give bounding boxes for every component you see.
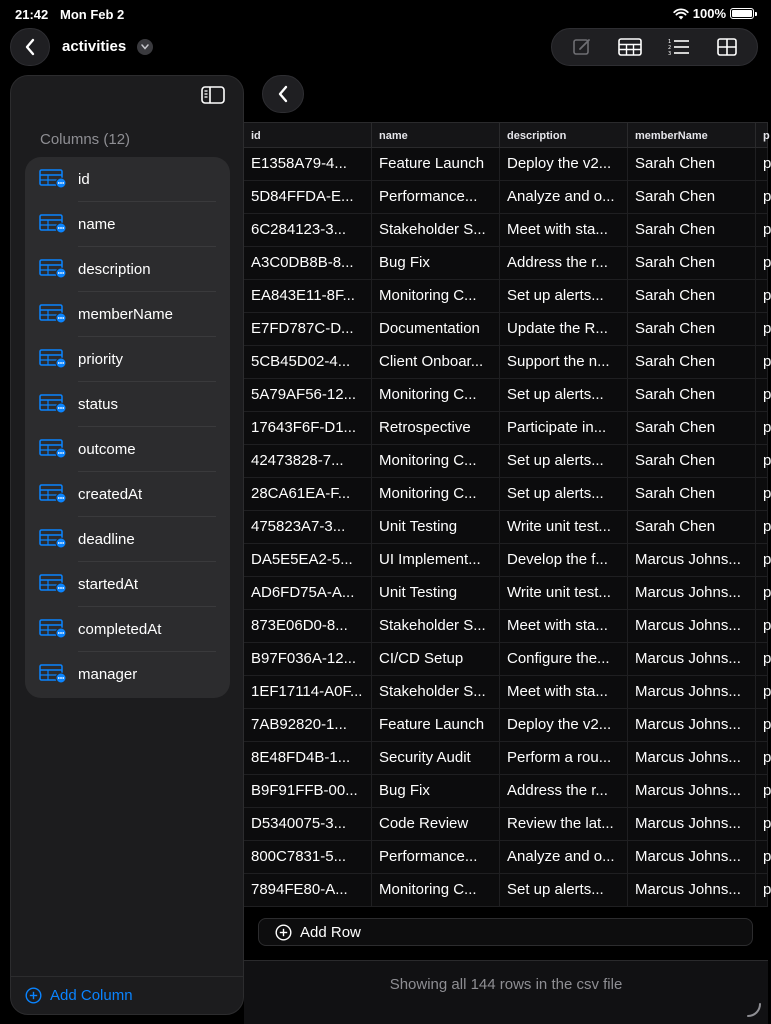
battery-percent: 100%: [692, 6, 726, 21]
table-row[interactable]: [244, 874, 771, 907]
table-cell-name[interactable]: Documentation: [372, 313, 500, 345]
column-item-description[interactable]: [25, 247, 230, 292]
column-header-partial[interactable]: p: [756, 123, 768, 147]
table-row[interactable]: [244, 610, 771, 643]
column-item-label: memberName: [78, 306, 174, 323]
table-cell-memberName[interactable]: Sarah Chen: [628, 148, 756, 180]
table-cell-id[interactable]: E1358A79-4...: [244, 148, 372, 180]
table-row[interactable]: [244, 247, 771, 280]
column-item-label: startedAt: [78, 576, 139, 593]
table-cell-partial[interactable]: p: [756, 808, 768, 840]
table-cell-partial[interactable]: p: [756, 874, 768, 906]
table-row[interactable]: [244, 841, 771, 874]
battery-icon: [730, 8, 754, 19]
table-cell-id[interactable]: 1EF17114-A0F...: [244, 676, 372, 708]
table-cell-description[interactable]: Write unit test...: [500, 511, 628, 543]
table-cell-partial[interactable]: p: [756, 577, 768, 609]
table-row[interactable]: [244, 148, 771, 181]
table-cell-partial[interactable]: p: [756, 478, 768, 510]
table-cell-memberName[interactable]: Marcus Johns...: [628, 775, 756, 807]
add-row-label: Add Row: [300, 923, 361, 941]
column-header-name[interactable]: name: [372, 123, 500, 147]
table-cell-id[interactable]: 6C284123-3...: [244, 214, 372, 246]
table-row[interactable]: [244, 676, 771, 709]
table-header-row: [244, 122, 768, 148]
table-cell-memberName[interactable]: Sarah Chen: [628, 478, 756, 510]
table-cell-id[interactable]: 5A79AF56-12...: [244, 379, 372, 411]
column-item-priority[interactable]: [25, 337, 230, 382]
edit-icon: [572, 37, 592, 57]
table-cell-name[interactable]: Bug Fix: [372, 775, 500, 807]
table-row[interactable]: [244, 181, 771, 214]
table-column-icon: [39, 439, 67, 459]
table-cell-description[interactable]: Set up alerts...: [500, 445, 628, 477]
table-cell-partial[interactable]: p: [756, 676, 768, 708]
status-time: 21:42: [15, 7, 49, 22]
table-cell-memberName[interactable]: Sarah Chen: [628, 247, 756, 279]
table-row[interactable]: [244, 742, 771, 775]
column-item-completedAt[interactable]: [25, 607, 230, 652]
wifi-icon: [673, 8, 689, 20]
column-item-label: name: [78, 216, 116, 233]
table-cell-memberName[interactable]: Sarah Chen: [628, 181, 756, 213]
table-cell-name[interactable]: Performance...: [372, 841, 500, 873]
column-item-createdAt[interactable]: [25, 472, 230, 517]
column-header-id[interactable]: id: [244, 123, 372, 147]
table-column-icon: [39, 484, 67, 504]
svg-text:1: 1: [667, 39, 671, 45]
table-cell-name[interactable]: Security Audit: [372, 742, 500, 774]
table-cell-id[interactable]: 17643F6F-D1...: [244, 412, 372, 444]
table-cell-name[interactable]: Client Onboar...: [372, 346, 500, 378]
table-cell-name[interactable]: Stakeholder S...: [372, 676, 500, 708]
table-cell-partial[interactable]: p: [756, 544, 768, 576]
column-item-startedAt[interactable]: [25, 562, 230, 607]
table-cell-partial[interactable]: p: [756, 247, 768, 279]
table-cell-name[interactable]: Stakeholder S...: [372, 610, 500, 642]
table-cell-partial[interactable]: p: [756, 511, 768, 543]
table-cell-description[interactable]: Address the r...: [500, 775, 628, 807]
table-footer: [244, 961, 768, 1024]
column-header-description[interactable]: description: [500, 123, 628, 147]
table-column-icon: [39, 394, 67, 414]
table-cell-description[interactable]: Participate in...: [500, 412, 628, 444]
column-item-label: createdAt: [78, 486, 143, 503]
table-back-button[interactable]: [262, 75, 304, 113]
table-cell-description[interactable]: Configure the...: [500, 643, 628, 675]
table-row[interactable]: [244, 643, 771, 676]
status-date: Mon Feb 2: [60, 7, 125, 22]
table-cell-memberName[interactable]: Marcus Johns...: [628, 643, 756, 675]
table-row[interactable]: [244, 544, 771, 577]
table-row[interactable]: [244, 478, 771, 511]
table-column-icon: [39, 169, 67, 189]
table-cell-partial[interactable]: p: [756, 379, 768, 411]
table-column-icon: [39, 214, 67, 234]
column-item-memberName[interactable]: [25, 292, 230, 337]
sidebar-toggle-button[interactable]: [199, 84, 227, 106]
table-row[interactable]: [244, 709, 771, 742]
table-cell-id[interactable]: 7894FE80-A...: [244, 874, 372, 906]
column-item-deadline[interactable]: [25, 517, 230, 562]
table-cell-name[interactable]: Feature Launch: [372, 148, 500, 180]
view-toolbar: [551, 28, 758, 66]
table-row[interactable]: [244, 346, 771, 379]
table-cell-id[interactable]: E7FD787C-D...: [244, 313, 372, 345]
column-item-name[interactable]: [25, 202, 230, 247]
column-item-manager[interactable]: [25, 652, 230, 697]
table-cell-name[interactable]: Code Review: [372, 808, 500, 840]
table-cell-description[interactable]: Meet with sta...: [500, 676, 628, 708]
list-icon: [668, 38, 690, 56]
column-header-memberName[interactable]: memberName: [628, 123, 756, 147]
columns-list: [25, 157, 230, 698]
table-cell-id[interactable]: 28CA61EA-F...: [244, 478, 372, 510]
table-cell-description[interactable]: Update the R...: [500, 313, 628, 345]
table-cell-id[interactable]: 873E06D0-8...: [244, 610, 372, 642]
table-column-icon: [39, 529, 67, 549]
column-item-label: outcome: [78, 441, 136, 458]
table-cell-memberName[interactable]: Sarah Chen: [628, 280, 756, 312]
table-cell-memberName[interactable]: Marcus Johns...: [628, 544, 756, 576]
table-cell-name[interactable]: Retrospective: [372, 412, 500, 444]
table-cell-partial[interactable]: p: [756, 412, 768, 444]
table-cell-partial[interactable]: p: [756, 313, 768, 345]
table-cell-name[interactable]: Monitoring C...: [372, 379, 500, 411]
table-column-icon: [39, 619, 67, 639]
columns-sidebar: [10, 75, 244, 1015]
column-item-label: id: [78, 171, 90, 188]
svg-text:2: 2: [667, 45, 671, 51]
status-bar: [0, 0, 768, 28]
column-item-label: deadline: [78, 531, 135, 548]
table-cell-name[interactable]: Stakeholder S...: [372, 214, 500, 246]
table-cell-description[interactable]: Address the r...: [500, 247, 628, 279]
table-view-button[interactable]: [612, 32, 648, 62]
table-cell-partial[interactable]: p: [756, 148, 768, 180]
row-count-text: Showing all 144 rows in the csv file: [389, 976, 623, 993]
table-icon: [618, 38, 642, 56]
grid-icon: [717, 38, 737, 56]
table-row[interactable]: [244, 808, 771, 841]
table-row[interactable]: [244, 280, 771, 313]
table-row[interactable]: [244, 445, 771, 478]
table-cell-partial[interactable]: p: [756, 742, 768, 774]
table-cell-id[interactable]: 800C7831-5...: [244, 841, 372, 873]
table-cell-description[interactable]: Meet with sta...: [500, 610, 628, 642]
table-cell-memberName[interactable]: Marcus Johns...: [628, 577, 756, 609]
table-cell-description[interactable]: Deploy the v2...: [500, 709, 628, 741]
table-column-icon: [39, 259, 67, 279]
table-cell-name[interactable]: Unit Testing: [372, 511, 500, 543]
svg-text:3: 3: [667, 51, 671, 57]
table-cell-id[interactable]: 475823A7-3...: [244, 511, 372, 543]
column-item-label: priority: [78, 351, 124, 368]
table-cell-id[interactable]: EA843E11-8F...: [244, 280, 372, 312]
table-cell-memberName[interactable]: Sarah Chen: [628, 214, 756, 246]
column-item-status[interactable]: [25, 382, 230, 427]
table-cell-memberName[interactable]: Marcus Johns...: [628, 874, 756, 906]
table-cell-name[interactable]: Feature Launch: [372, 709, 500, 741]
table-cell-name[interactable]: Bug Fix: [372, 247, 500, 279]
table-cell-partial[interactable]: p: [756, 643, 768, 675]
table-cell-id[interactable]: 5D84FFDA-E...: [244, 181, 372, 213]
table-cell-memberName[interactable]: Sarah Chen: [628, 412, 756, 444]
table-cell-description[interactable]: Analyze and o...: [500, 181, 628, 213]
table-cell-partial[interactable]: p: [756, 610, 768, 642]
table-column-icon: [39, 574, 67, 594]
table-cell-memberName[interactable]: Sarah Chen: [628, 313, 756, 345]
table-row[interactable]: [244, 577, 771, 610]
edit-button[interactable]: [564, 32, 600, 62]
chevron-left-icon: [24, 38, 36, 56]
table-cell-memberName[interactable]: Marcus Johns...: [628, 676, 756, 708]
table-row[interactable]: [244, 511, 771, 544]
table-cell-memberName[interactable]: Marcus Johns...: [628, 808, 756, 840]
plus-circle-icon: [275, 924, 292, 941]
plus-circle-icon: [25, 987, 42, 1004]
table-cell-name[interactable]: Monitoring C...: [372, 280, 500, 312]
table-body: [244, 148, 771, 907]
data-table: [244, 122, 771, 907]
table-cell-description[interactable]: Set up alerts...: [500, 280, 628, 312]
table-cell-description[interactable]: Deploy the v2...: [500, 148, 628, 180]
table-row[interactable]: [244, 379, 771, 412]
table-cell-description[interactable]: Set up alerts...: [500, 379, 628, 411]
columns-header: Columns (12): [40, 131, 131, 148]
column-item-label: status: [78, 396, 119, 413]
table-cell-name[interactable]: Performance...: [372, 181, 500, 213]
column-item-label: completedAt: [78, 621, 162, 638]
table-cell-partial[interactable]: p: [756, 709, 768, 741]
table-cell-description[interactable]: Review the lat...: [500, 808, 628, 840]
table-cell-memberName[interactable]: Sarah Chen: [628, 445, 756, 477]
table-cell-partial[interactable]: p: [756, 280, 768, 312]
table-cell-description[interactable]: Develop the f...: [500, 544, 628, 576]
table-cell-name[interactable]: Monitoring C...: [372, 478, 500, 510]
table-cell-description[interactable]: Meet with sta...: [500, 214, 628, 246]
table-cell-memberName[interactable]: Marcus Johns...: [628, 742, 756, 774]
table-cell-partial[interactable]: p: [756, 445, 768, 477]
table-column-icon: [39, 349, 67, 369]
status-indicators: [673, 6, 754, 21]
table-cell-id[interactable]: D5340075-3...: [244, 808, 372, 840]
table-cell-memberName[interactable]: Sarah Chen: [628, 379, 756, 411]
column-item-outcome[interactable]: [25, 427, 230, 472]
table-cell-memberName[interactable]: Marcus Johns...: [628, 841, 756, 873]
table-cell-memberName[interactable]: Sarah Chen: [628, 346, 756, 378]
chevron-down-icon: [141, 44, 149, 50]
table-cell-id[interactable]: A3C0DB8B-8...: [244, 247, 372, 279]
sidebar-icon: [201, 86, 225, 104]
table-cell-description[interactable]: Support the n...: [500, 346, 628, 378]
table-cell-description[interactable]: Analyze and o...: [500, 841, 628, 873]
add-row-button[interactable]: [258, 918, 753, 946]
table-cell-partial[interactable]: p: [756, 181, 768, 213]
table-cell-description[interactable]: Set up alerts...: [500, 478, 628, 510]
table-cell-description[interactable]: Write unit test...: [500, 577, 628, 609]
table-cell-name[interactable]: Unit Testing: [372, 577, 500, 609]
page-title[interactable]: activities: [62, 38, 127, 55]
table-cell-memberName[interactable]: Marcus Johns...: [628, 610, 756, 642]
table-cell-id[interactable]: B9F91FFB-00...: [244, 775, 372, 807]
resize-handle-icon[interactable]: [746, 1002, 762, 1018]
table-cell-id[interactable]: DA5E5EA2-5...: [244, 544, 372, 576]
table-cell-name[interactable]: CI/CD Setup: [372, 643, 500, 675]
table-cell-name[interactable]: UI Implement...: [372, 544, 500, 576]
table-column-icon: [39, 304, 67, 324]
table-row[interactable]: [244, 775, 771, 808]
add-column-label: Add Column: [50, 987, 133, 1004]
table-cell-id[interactable]: B97F036A-12...: [244, 643, 372, 675]
back-button[interactable]: [10, 28, 50, 66]
table-cell-name[interactable]: Monitoring C...: [372, 874, 500, 906]
table-cell-description[interactable]: Set up alerts...: [500, 874, 628, 906]
table-cell-name[interactable]: Monitoring C...: [372, 445, 500, 477]
table-row[interactable]: [244, 313, 771, 346]
table-cell-id[interactable]: 8E48FD4B-1...: [244, 742, 372, 774]
table-cell-id[interactable]: AD6FD75A-A...: [244, 577, 372, 609]
list-view-button[interactable]: [661, 32, 697, 62]
title-menu-button[interactable]: [137, 39, 153, 55]
table-cell-memberName[interactable]: Sarah Chen: [628, 511, 756, 543]
add-column-button[interactable]: [11, 976, 245, 1014]
table-cell-partial[interactable]: p: [756, 841, 768, 873]
table-cell-id[interactable]: 7AB92820-1...: [244, 709, 372, 741]
table-cell-description[interactable]: Perform a rou...: [500, 742, 628, 774]
table-column-icon: [39, 664, 67, 684]
grid-view-button[interactable]: [709, 32, 745, 62]
chevron-left-icon: [277, 85, 289, 103]
table-cell-id[interactable]: 42473828-7...: [244, 445, 372, 477]
table-cell-memberName[interactable]: Marcus Johns...: [628, 709, 756, 741]
table-row[interactable]: [244, 214, 771, 247]
column-item-label: description: [78, 261, 151, 278]
table-cell-partial[interactable]: p: [756, 214, 768, 246]
table-cell-id[interactable]: 5CB45D02-4...: [244, 346, 372, 378]
table-cell-partial[interactable]: p: [756, 775, 768, 807]
table-cell-partial[interactable]: p: [756, 346, 768, 378]
table-row[interactable]: [244, 412, 771, 445]
column-item-label: manager: [78, 666, 138, 683]
column-item-id[interactable]: [25, 157, 230, 202]
